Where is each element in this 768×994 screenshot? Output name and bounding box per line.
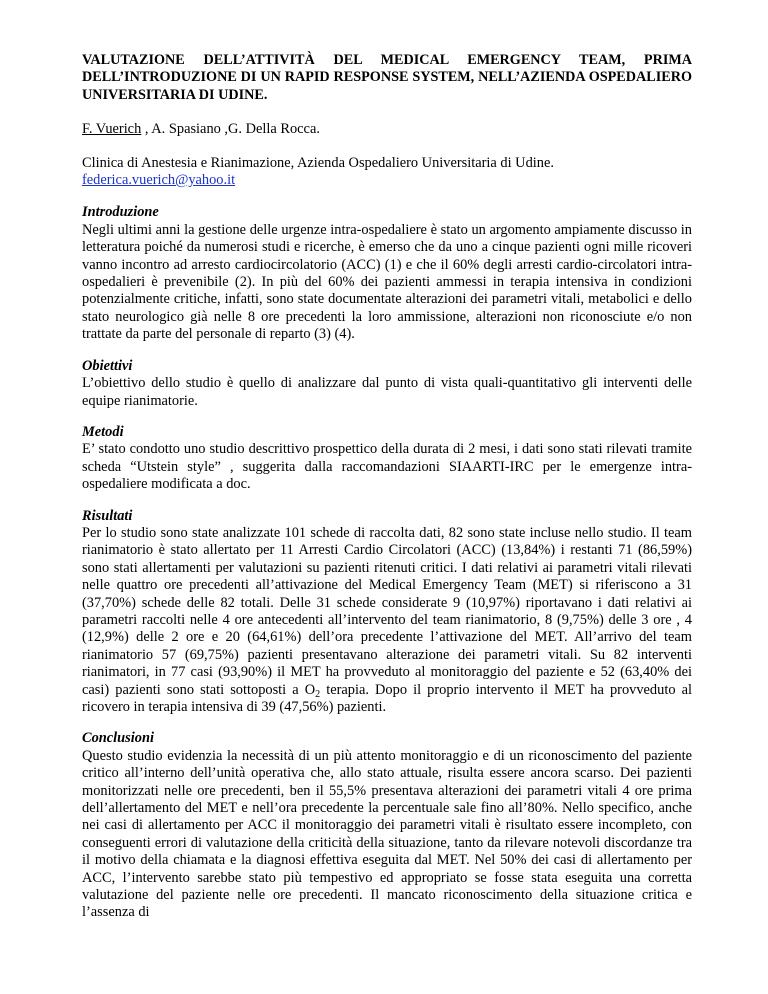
other-authors: , A. Spasiano ,G. Della Rocca. — [141, 121, 320, 138]
section-heading: Conclusioni — [82, 730, 154, 747]
section-introduzione — [82, 204, 692, 343]
oxygen-subscript: 2 — [315, 688, 321, 700]
section-conclusioni — [82, 730, 692, 921]
affiliation-text: Clinica di Anestesia e Rianimazione, Azienda Ospedaliero Universitaria di Udine. — [82, 154, 554, 171]
section-heading: Risultati — [82, 507, 133, 524]
section-body: L’obiettivo dello studio è quello di analizzare dal punto di vista quali-quantitativo gli interventi delle equipe rianimatorie. — [82, 375, 692, 409]
section-heading: Metodi — [82, 423, 124, 440]
section-body — [82, 525, 692, 716]
document-title: VALUTAZIONE DELL’ATTIVITÀ DEL MEDICAL EMERGENCY TEAM, PRIMA DELL’INTRODUZIONE DI UN RAPID RESPONSE SYSTEM, NELL’AZIENDA OSPEDALIERO UNIVERSITARIA DI UDINE. — [82, 52, 692, 103]
section-risultati — [82, 508, 692, 717]
results-text-part2: terapia. Dopo il proprio intervento il MET ha provveduto al ricovero in terapia intensiva di 39 (47,56%) pazienti. — [82, 681, 692, 715]
section-obiettivi — [82, 358, 692, 410]
affiliation — [82, 155, 692, 190]
author-line — [82, 121, 692, 138]
section-body: Questo studio evidenzia la necessità di un più attento monitoraggio e di un riconoscimento del paziente critico all’interno dell’unità operativa che, allo stato attuale, risulta essere ancora scarso. Dei pazienti monitorizzati nelle ore precedenti, ben il 55,5% presentava alterazioni dei parametri vitali 4 ore prima dell’allertamento del MET e nell’ora precedente la percentuale sale fino all’80%. Nello specifico, anche nei casi di allertamento per ACC il monitoraggio dei parametri vitali è risultato essere incompleto, con conseguenti errori di valutazione della criticità della situazione, tanto da rilevare notevoli discordanze tra il motivo della chiamata e la diagnosi effettiva eseguita dal MET. Nel 50% dei casi di allertamento per ACC, l’intervento sarebbe stato più tempestivo ed appropriato se fosse stata eseguita una corretta valutazione del paziente nelle ore precedenti. Il mancato riconoscimento della situazione critica e l’assenza di — [82, 747, 692, 921]
email-link[interactable]: federica.vuerich@yahoo.it — [82, 172, 236, 189]
document-page — [82, 52, 692, 936]
section-body: E’ stato condotto uno studio descrittivo prospettico della durata di 2 mesi, i dati sono stati rilevati tramite scheda “Utstein style” , suggerita dalla raccomandazioni SIAARTI-IRC per le emergenze intra-ospedaliere modificata a doc. — [82, 441, 692, 493]
first-author: F. Vuerich — [82, 121, 142, 138]
section-heading: Introduzione — [82, 204, 159, 221]
results-text-part1: Per lo studio sono state analizzate 101 schede di raccolta dati, 82 sono state incluse nello studio. Il team rianimatorio è stato allertato per 11 Arresti Cardio Circolatori (ACC) (13,84%) i restanti 71 (86,59%) sono stati allertamenti per valutazioni su pazienti ritenuti critici. I dati relativi ai parametri vitali rilevati nelle quattro ore precedenti all’attivazione del Medical Emergency Team (MET) si riferiscono a 31 (37,70%) schede delle 82 totali. Delle 31 schede considerate 9 (10,97%) riportavano i dati relativi ai parametri raccolti nelle 4 ore antecedenti all’intervento del team rianimatorio, 8 (9,75%) delle 3 ore , 4 (12,9%) delle 2 ore e 20 (64,61%) dell’ora precedente l’attivazione del MET. All’arrivo del team rianimatorio 57 (69,75%) pazienti presentavano alterazione dei parametri vitali. Su 82 interventi rianimatori, in 77 casi (93,90%) il MET ha provveduto al monitoraggio del paziente e 52 (63,40% dei casi) pazienti sono stati sottoposti a O — [82, 524, 692, 698]
section-metodi — [82, 424, 692, 494]
section-body: Negli ultimi anni la gestione delle urgenze intra-ospedaliere è stato un argomento ampiamente discusso in letteratura poiché da numerosi studi e ricerche, è emerso che da uno a cinque pazienti ogni mille ricoveri vanno incontro ad arresto cardiocircolatorio (ACC) (1) e che il 60% degli arresti cardio-circolatori intra-ospedalieri è prevenibile (2). In più del 60% dei pazienti ammessi in terapia intensiva in condizioni potenzialmente critiche, infatti, sono state documentate alterazioni dei parametri vitali, metabolici e dello stato neurologico già nelle 8 ore precedenti la loro ammissione, alterazioni non riconosciute e/o non trattate da parte del personale di reparto (3) (4). — [82, 221, 692, 343]
section-heading: Obiettivi — [82, 357, 133, 374]
